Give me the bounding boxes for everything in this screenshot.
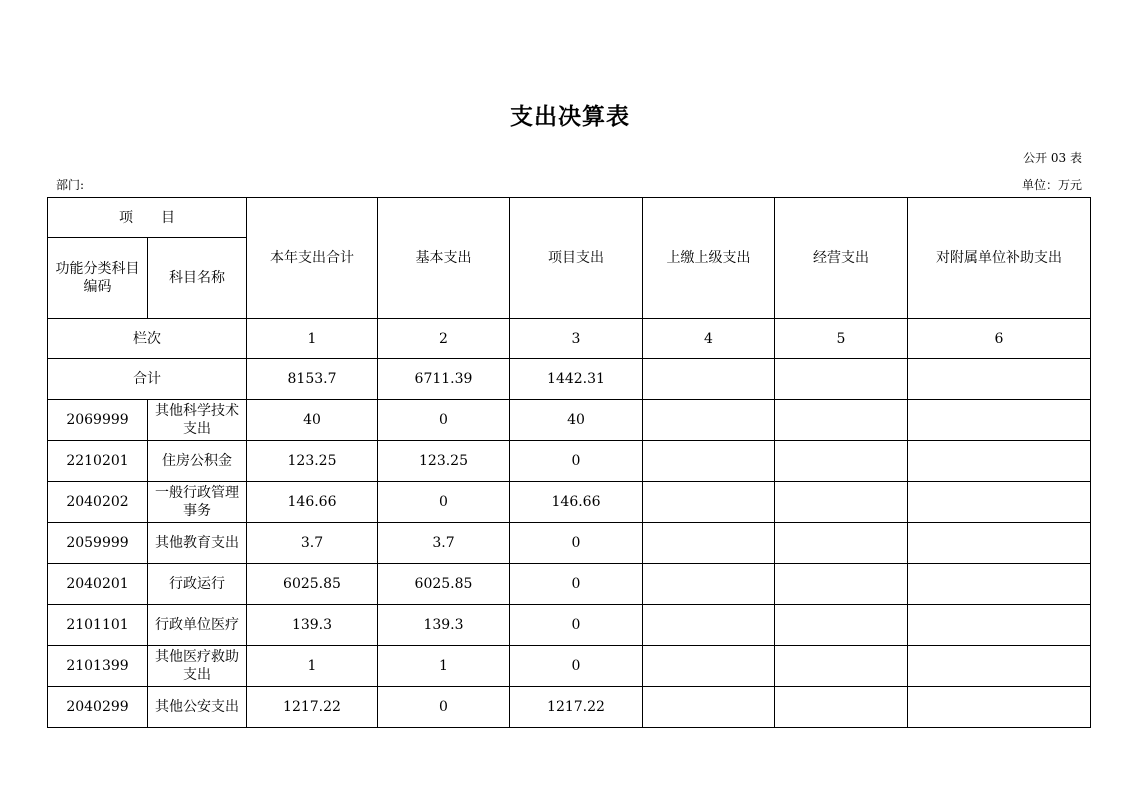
table-row xyxy=(48,482,1091,523)
sum-label: 合计 xyxy=(48,359,247,400)
row-business xyxy=(775,523,908,564)
row-upper xyxy=(643,646,775,687)
row-total: 123.25 xyxy=(247,441,378,482)
row-business xyxy=(775,400,908,441)
row-upper xyxy=(643,523,775,564)
row-total: 40 xyxy=(247,400,378,441)
row-basic: 139.3 xyxy=(378,605,510,646)
row-project: 0 xyxy=(510,605,643,646)
header-business: 经营支出 xyxy=(775,198,908,319)
row-code: 2210201 xyxy=(48,441,148,482)
table-row xyxy=(48,687,1091,728)
form-number: 公开 03 表 xyxy=(1023,151,1082,165)
row-total: 3.7 xyxy=(247,523,378,564)
table-row xyxy=(48,523,1091,564)
row-subsidy xyxy=(908,687,1091,728)
row-project: 0 xyxy=(510,646,643,687)
department-label: 部门: xyxy=(56,178,85,192)
header-upper: 上缴上级支出 xyxy=(643,198,775,319)
row-project: 40 xyxy=(510,400,643,441)
column-number: 2 xyxy=(378,319,510,359)
row-business xyxy=(775,605,908,646)
header-project: 项目支出 xyxy=(510,198,643,319)
row-basic: 0 xyxy=(378,400,510,441)
row-subsidy xyxy=(908,441,1091,482)
expenditure-table xyxy=(47,197,1091,728)
row-business xyxy=(775,564,908,605)
row-basic: 6025.85 xyxy=(378,564,510,605)
row-name: 其他公安支出 xyxy=(148,687,247,728)
row-business xyxy=(775,687,908,728)
sum-total: 8153.7 xyxy=(247,359,378,400)
row-upper xyxy=(643,564,775,605)
row-name: 行政运行 xyxy=(148,564,247,605)
row-basic: 3.7 xyxy=(378,523,510,564)
row-basic: 0 xyxy=(378,482,510,523)
row-subsidy xyxy=(908,646,1091,687)
column-number: 3 xyxy=(510,319,643,359)
row-code: 2059999 xyxy=(48,523,148,564)
table-row xyxy=(48,441,1091,482)
table-row xyxy=(48,646,1091,687)
row-total: 6025.85 xyxy=(247,564,378,605)
header-item: 项 目 xyxy=(48,198,247,238)
row-subsidy xyxy=(908,605,1091,646)
row-business xyxy=(775,441,908,482)
table-row xyxy=(48,400,1091,441)
header-code: 功能分类科目编码 xyxy=(48,238,148,319)
row-name: 其他科学技术支出 xyxy=(148,400,247,441)
row-subsidy xyxy=(908,482,1091,523)
row-basic: 1 xyxy=(378,646,510,687)
row-total: 1 xyxy=(247,646,378,687)
row-subsidy xyxy=(908,523,1091,564)
row-project: 146.66 xyxy=(510,482,643,523)
row-upper xyxy=(643,605,775,646)
row-basic: 0 xyxy=(378,687,510,728)
sum-basic: 6711.39 xyxy=(378,359,510,400)
sum-upper xyxy=(643,359,775,400)
column-number: 5 xyxy=(775,319,908,359)
row-name: 一般行政管理事务 xyxy=(148,482,247,523)
column-number: 1 xyxy=(247,319,378,359)
row-code: 2101399 xyxy=(48,646,148,687)
header-subsidy: 对附属单位补助支出 xyxy=(908,198,1091,319)
row-project: 1217.22 xyxy=(510,687,643,728)
row-name: 其他医疗救助支出 xyxy=(148,646,247,687)
row-business xyxy=(775,646,908,687)
row-subsidy xyxy=(908,564,1091,605)
sum-project: 1442.31 xyxy=(510,359,643,400)
row-subsidy xyxy=(908,400,1091,441)
row-upper xyxy=(643,441,775,482)
sum-business xyxy=(775,359,908,400)
row-code: 2040201 xyxy=(48,564,148,605)
row-upper xyxy=(643,687,775,728)
unit-label: 单位：万元 xyxy=(1021,178,1082,192)
table-row xyxy=(48,605,1091,646)
row-code: 2101101 xyxy=(48,605,148,646)
header-basic: 基本支出 xyxy=(378,198,510,319)
header-name: 科目名称 xyxy=(148,238,247,319)
row-project: 0 xyxy=(510,441,643,482)
row-upper xyxy=(643,400,775,441)
column-number-label: 栏次 xyxy=(48,319,247,359)
row-project: 0 xyxy=(510,564,643,605)
header-total: 本年支出合计 xyxy=(247,198,378,319)
row-project: 0 xyxy=(510,523,643,564)
column-number: 4 xyxy=(643,319,775,359)
row-basic: 123.25 xyxy=(378,441,510,482)
row-name: 住房公积金 xyxy=(148,441,247,482)
column-number: 6 xyxy=(908,319,1091,359)
sum-subsidy xyxy=(908,359,1091,400)
row-name: 其他教育支出 xyxy=(148,523,247,564)
row-name: 行政单位医疗 xyxy=(148,605,247,646)
row-business xyxy=(775,482,908,523)
row-code: 2069999 xyxy=(48,400,148,441)
row-code: 2040202 xyxy=(48,482,148,523)
row-code: 2040299 xyxy=(48,687,148,728)
row-upper xyxy=(643,482,775,523)
row-total: 1217.22 xyxy=(247,687,378,728)
page-title: 支出决算表 xyxy=(510,103,630,130)
row-total: 139.3 xyxy=(247,605,378,646)
row-total: 146.66 xyxy=(247,482,378,523)
table-row xyxy=(48,564,1091,605)
